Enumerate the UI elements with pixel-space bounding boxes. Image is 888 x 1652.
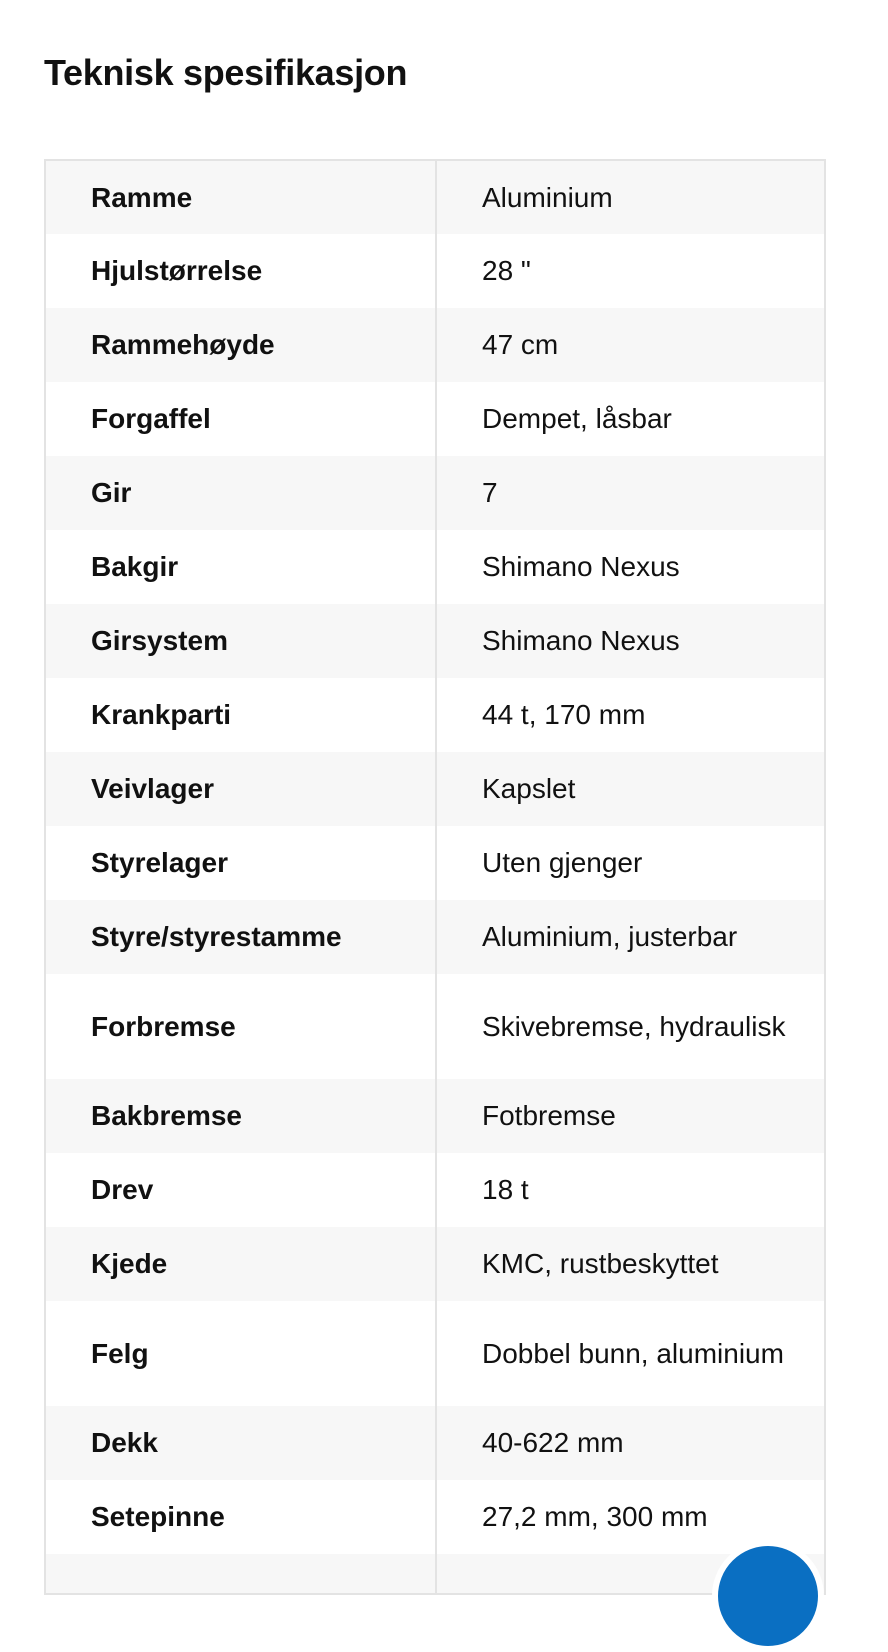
spec-value: KMC, rustbeskyttet: [436, 1227, 825, 1301]
spec-row-rammehoyde: [45, 308, 825, 382]
spec-row-felg: [45, 1301, 825, 1406]
spec-row-gir: [45, 456, 825, 530]
spec-label: Drev: [45, 1153, 436, 1227]
spec-label: Ramme: [45, 160, 436, 234]
spec-value: Aluminium: [436, 160, 825, 234]
spec-label: Forbremse: [45, 974, 436, 1079]
spec-label: Styrelager: [45, 826, 436, 900]
spec-row-kjede: [45, 1227, 825, 1301]
spec-table: [44, 159, 826, 1595]
spec-row-veivlager: [45, 752, 825, 826]
spec-label: Forgaffel: [45, 382, 436, 456]
spec-row-bakbremse: [45, 1079, 825, 1153]
spec-label: Kjede: [45, 1227, 436, 1301]
spec-label: Veivlager: [45, 752, 436, 826]
spec-value: Dempet, låsbar: [436, 382, 825, 456]
spec-row-styre-styrestamme: [45, 900, 825, 974]
spec-row-partial: [45, 1554, 825, 1594]
spec-value: Aluminium, justerbar: [436, 900, 825, 974]
spec-label: Girsystem: [45, 604, 436, 678]
spec-value: Skivebremse, hydraulisk: [436, 974, 825, 1079]
spec-row-ramme: [45, 160, 825, 234]
spec-label: Hjulstørrelse: [45, 234, 436, 308]
spec-row-bakgir: [45, 530, 825, 604]
spec-value: 44 t, 170 mm: [436, 678, 825, 752]
spec-label-empty: [45, 1554, 436, 1594]
spec-value: 27,2 mm, 300 mm: [436, 1480, 825, 1554]
spec-label: Krankparti: [45, 678, 436, 752]
spec-label: Bakgir: [45, 530, 436, 604]
spec-label: Setepinne: [45, 1480, 436, 1554]
spec-row-setepinne: [45, 1480, 825, 1554]
page-title: Teknisk spesifikasjon: [44, 52, 408, 93]
spec-label: Bakbremse: [45, 1079, 436, 1153]
spec-row-krankparti: [45, 678, 825, 752]
spec-value: Shimano Nexus: [436, 604, 825, 678]
spec-label: Dekk: [45, 1406, 436, 1480]
spec-value: 18 t: [436, 1153, 825, 1227]
spec-label: Gir: [45, 456, 436, 530]
spec-row-hjulstorrelse: [45, 234, 825, 308]
spec-row-forgaffel: [45, 382, 825, 456]
spec-value: 40-622 mm: [436, 1406, 825, 1480]
spec-value: Uten gjenger: [436, 826, 825, 900]
spec-value: 47 cm: [436, 308, 825, 382]
spec-value: Shimano Nexus: [436, 530, 825, 604]
spec-value: Fotbremse: [436, 1079, 825, 1153]
floating-action-button[interactable]: [712, 1540, 824, 1652]
spec-value: 28 ": [436, 234, 825, 308]
spec-label: Styre/styrestamme: [45, 900, 436, 974]
spec-value: Dobbel bunn, aluminium: [436, 1301, 825, 1406]
spec-row-forbremse: [45, 974, 825, 1079]
spec-label: Felg: [45, 1301, 436, 1406]
spec-value: Kapslet: [436, 752, 825, 826]
spec-row-drev: [45, 1153, 825, 1227]
spec-value: 7: [436, 456, 825, 530]
spec-row-styrelager: [45, 826, 825, 900]
spec-label: Rammehøyde: [45, 308, 436, 382]
spec-row-girsystem: [45, 604, 825, 678]
spec-row-dekk: [45, 1406, 825, 1480]
